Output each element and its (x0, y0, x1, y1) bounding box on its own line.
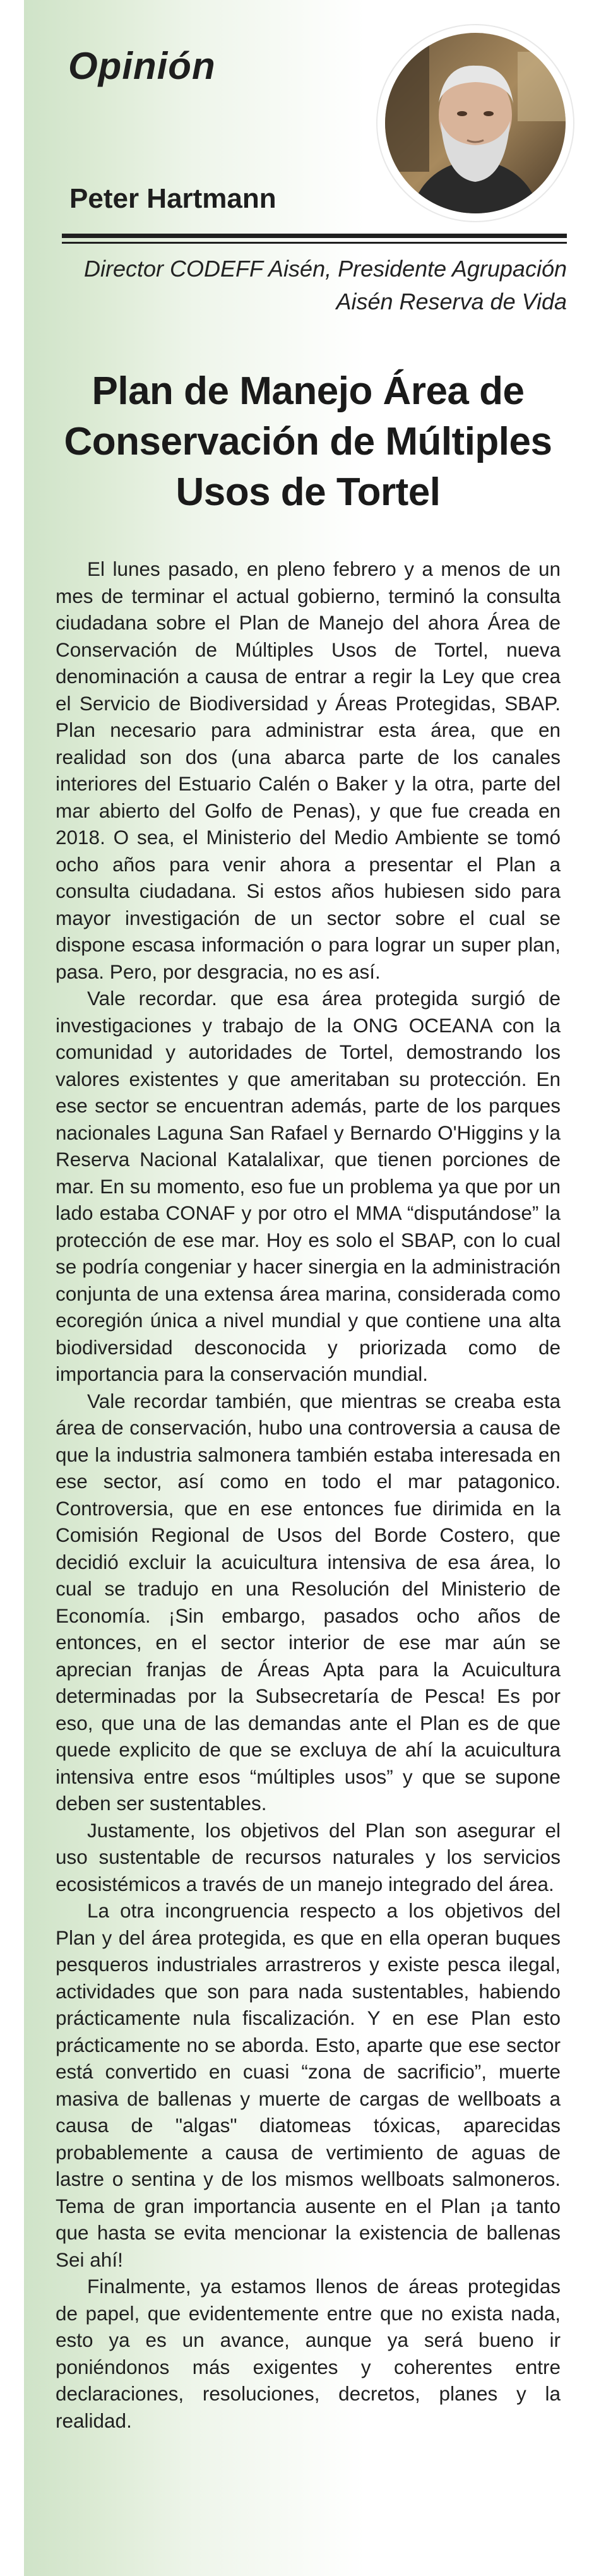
author-portrait (377, 25, 573, 221)
section-label: Opinión (68, 45, 216, 87)
opinion-column (24, 0, 592, 2576)
paragraph-3: Vale recordar también, que mientras se creaba esta área de conservación, hubo una controversia a causa de que la industria salmonera también estaba interesada en ese sector, así como en todo el mar patagonico. Controversia, que en ese entonces fue dirimida en la Comisión Regional de Usos del Borde Costero, que decidió excluir la acuicultura intensiva de esa área, lo cual se tradujo en una Resolución del Ministerio de Economía. ¡Sin embargo, pasados ocho años de entonces, en el sector interior de ese mar aún se aprecian franjas de Áreas Apta para la Acuicultura determinadas por la Subsecretaría de Pesca! Es por eso, que una de las demandas ante el Plan es de que quede explicito de que se excluya de ahí la acuicultura intensiva entre esos “múltiples usos” y que se supone deben ser sustentables. (56, 1389, 561, 1815)
headline-line-3: Usos de Tortel (175, 470, 441, 514)
author-role (62, 253, 567, 318)
article-body (56, 556, 561, 2434)
author-photo-illustration (385, 33, 566, 213)
author-role-line-2: Aisén Reserva de Vida (336, 289, 567, 314)
headline-line-1: Plan de Manejo Área de (92, 369, 525, 413)
paragraph-6: Finalmente, ya estamos llenos de áreas protegidas de papel, que evidentemente entre que no exista nada, esto ya es un avance, aunque ya será bueno ir poniéndonos más exigentes y coherentes entre declaraciones, resoluciones, decretos, planes y la realidad. (56, 2275, 561, 2432)
author-role-line-1: Director CODEFF Aisén, Presidente Agrupación (84, 256, 567, 282)
paragraph-2: Vale recordar. que esa área protegida surgió de investigaciones y trabajo de la ONG OCEANA con la comunidad y autoridades de Tortel, demostrando los valores existentes y que ameritaban su protección. En ese sector se encuentran además, parte de los parques nacionales Laguna San Rafael y Bernardo O'Higgins y la Reserva Nacional Katalalixar, que tienen porciones de mar. En su momento, eso fue un problema ya que por un lado estaba CONAF y por otro el MMA “disputándose” la protección de ese mar. Hoy es solo el SBAP, con lo cual se podría congeniar y hacer sinergia en la administración conjunta de una extensa área marina, considerada como ecoregión única a nivel mundial y que contiene una alta biodiversidad desconocida y priorizada como de importancia para la conservación mundial. (56, 987, 561, 1385)
paragraph-5: La otra incongruencia respecto a los objetivos del Plan y del área protegida, es que en ella operan buques pesqueros industriales arrastreros y existe pesca ilegal, actividades que son para nada sustentables, habiendo prácticamente nula fiscalización. Y en ese Plan esto prácticamente no se aborda. Esto, aparte que ese sector está convertido en cuasi “zona de sacrificio”, muerte masiva de ballenas y muerte de cargas de wellboats a causa de "algas" diatomeas tóxicas, aparecidas probablemente a causa de vertimiento de aguas de lastre o sentina y de los mismos wellboats salmoneros. Tema de gran importancia ausente en el Plan ¡a tanto que hasta se evita mencionar la existencia de ballenas Sei ahí! (56, 1899, 561, 2271)
paragraph-1: El lunes pasado, en pleno febrero y a menos de un mes de terminar el actual gobierno, terminó la consulta ciudadana sobre el Plan de Manejo del ahora Área de Conservación de Múltiples Usos de Tortel, nueva denominación a causa de entrar a regir la Ley que crea el Servicio de Biodiversidad y Áreas Protegidas, SBAP. Plan necesario para administrar esta área, que en realidad son dos (una abarca parte de los canales interiores del Estuario Calén o Baker y la otra, parte del mar abierto del Golfo de Penas), y que fue creada en 2018. O sea, el Ministerio del Medio Ambiente se tomó ocho años para venir ahora a presentar el Plan a consulta ciudadana. Si estos años hubiesen sido para mayor investigación de un sector sobre el cual se dispone escasa información o para lograr un super plan, pasa. Pero, por desgracia, no es así. (56, 558, 561, 983)
divider-thin (62, 242, 567, 244)
article-headline (49, 366, 567, 518)
divider-thick (62, 234, 567, 238)
paragraph-4: Justamente, los objetivos del Plan son asegurar el uso sustentable de recursos naturales y los servicios ecosistémicos a través de un manejo integrado del área. (56, 1818, 561, 1895)
author-name: Peter Hartmann (69, 183, 276, 214)
headline-line-2: Conservación de Múltiples (64, 420, 552, 463)
